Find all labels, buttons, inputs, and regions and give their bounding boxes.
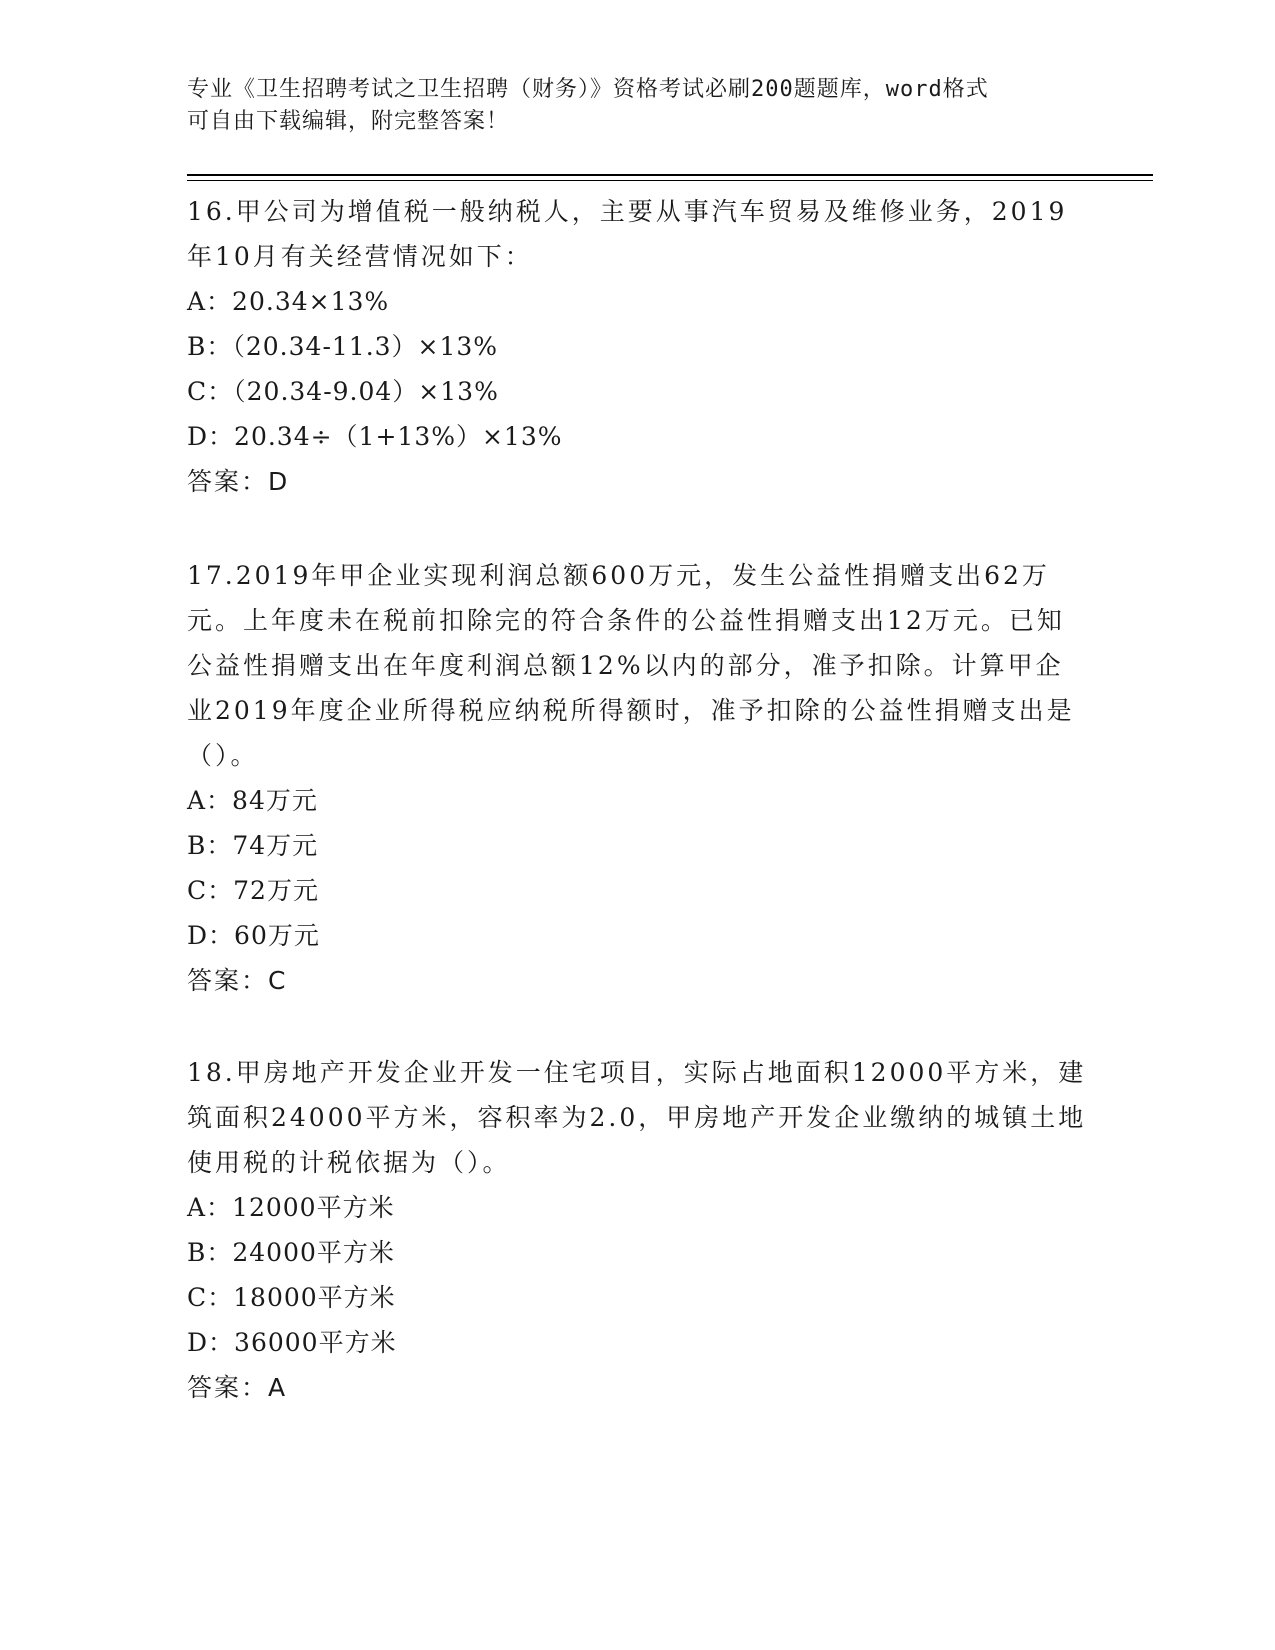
question-16 bbox=[187, 189, 1087, 504]
option-b: B：24000平方米 bbox=[187, 1238, 395, 1267]
option-d: D：20.34÷（1+13%）×13% bbox=[187, 422, 563, 451]
header-line-2: 可自由下载编辑，附完整答案！ bbox=[187, 109, 510, 134]
option-a: A：12000平方米 bbox=[187, 1193, 395, 1222]
answer-line: 答案：C bbox=[187, 966, 288, 995]
question-17 bbox=[187, 553, 1087, 1003]
document-header bbox=[187, 74, 1067, 138]
option-d: D：60万元 bbox=[187, 921, 320, 950]
option-a: A：84万元 bbox=[187, 786, 318, 815]
option-b: B：74万元 bbox=[187, 831, 319, 860]
option-b: B：（20.34-11.3）×13% bbox=[187, 332, 499, 361]
option-a: A：20.34×13% bbox=[187, 287, 390, 316]
option-d: D：36000平方米 bbox=[187, 1328, 397, 1357]
option-c: C：（20.34-9.04）×13% bbox=[187, 377, 499, 406]
answer-line: 答案：D bbox=[187, 467, 290, 496]
answer-line: 答案：A bbox=[187, 1373, 288, 1402]
option-c: C：72万元 bbox=[187, 876, 319, 905]
header-divider-thin bbox=[187, 180, 1153, 181]
question-18 bbox=[187, 1050, 1087, 1410]
header-line-1: 专业《卫生招聘考试之卫生招聘（财务）》资格考试必刷200题题库，word格式 bbox=[187, 77, 989, 102]
header-divider-thick bbox=[187, 174, 1153, 176]
question-text: 17.2019年甲企业实现利润总额600万元，发生公益性捐赠支出62万元。上年度未在税前扣除完的符合条件的公益性捐赠支出12万元。已知公益性捐赠支出在年度利润总额12%以内的部分，准予扣除。计算甲企业2019年度企业所得税应纳税所得额时，准予扣除的公益性捐赠支出是（）。 bbox=[187, 561, 1075, 770]
question-text: 16.甲公司为增值税一般纳税人，主要从事汽车贸易及维修业务，2019年10月有关经营情况如下： bbox=[187, 197, 1068, 271]
question-text: 18.甲房地产开发企业开发一住宅项目，实际占地面积12000平方米，建筑面积24000平方米，容积率为2.0，甲房地产开发企业缴纳的城镇土地使用税的计税依据为（）。 bbox=[187, 1058, 1087, 1177]
option-c: C：18000平方米 bbox=[187, 1283, 396, 1312]
